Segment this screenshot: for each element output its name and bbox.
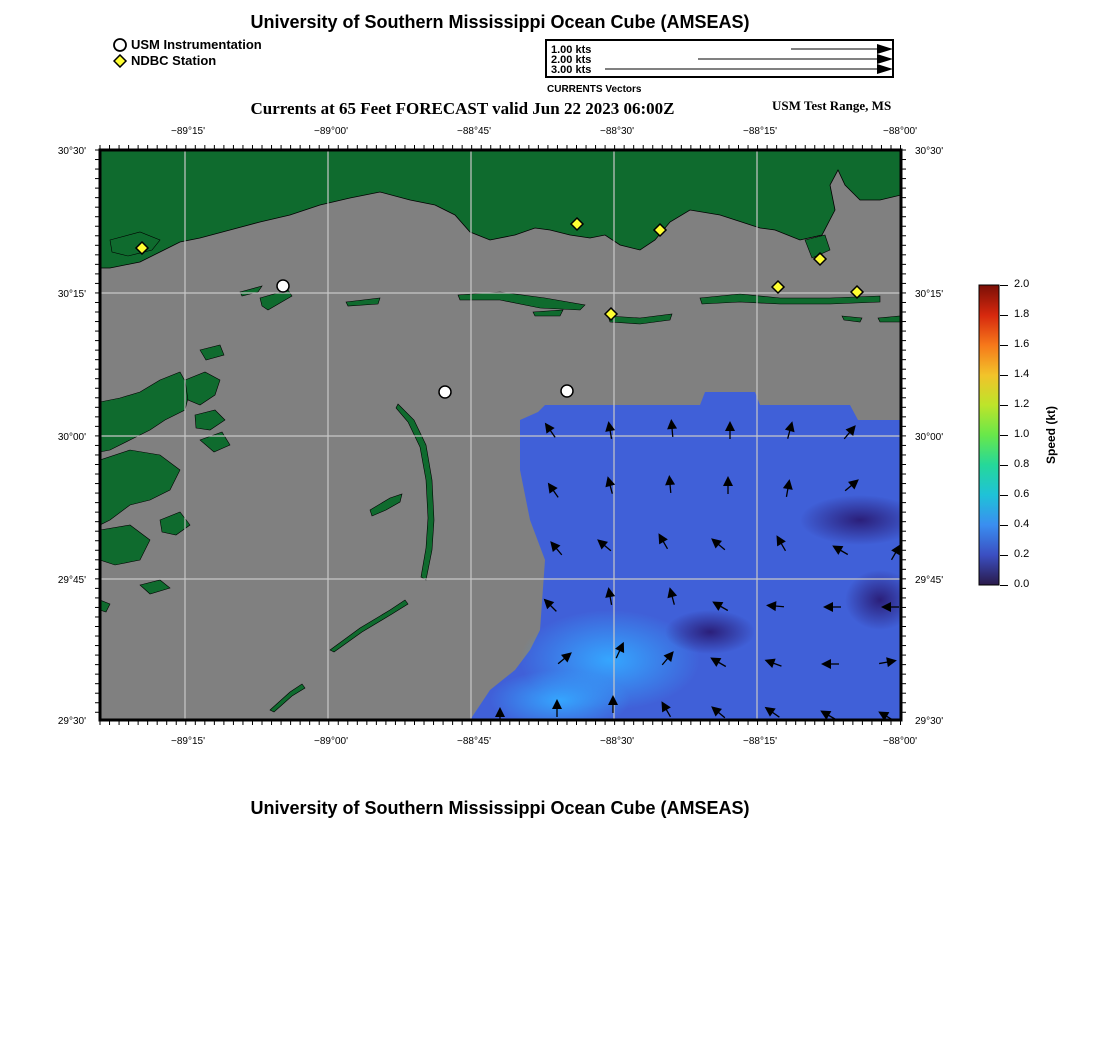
lat-labels-right [915, 146, 943, 727]
map-subtitle: Currents at 65 Feet FORECAST valid Jun 22 2023 06:00Z [250, 99, 675, 118]
colorbar-tick-label: 0.4 [1014, 518, 1030, 530]
colorbar-tick-mark [1000, 285, 1008, 286]
lat-label: 30°15' [57, 289, 86, 300]
colorbar-tick-mark [1000, 465, 1008, 466]
lon-label: −88°45' [457, 126, 491, 137]
colorbar-tick-mark [1000, 345, 1008, 346]
legend-ndbc-label: NDBC Station [131, 53, 217, 68]
colorbar-tick-mark [1000, 375, 1008, 376]
colorbar-tick-label: 0.8 [1014, 458, 1030, 470]
colorbar-tick-label: 2.0 [1014, 278, 1030, 290]
legend-usm-label: USM Instrumentation [131, 37, 262, 52]
vector-key-caption: CURRENTS Vectors [547, 84, 642, 95]
lon-label: −88°30' [600, 126, 634, 137]
region-label: USM Test Range, MS [772, 98, 892, 113]
lat-label: 29°45' [57, 575, 86, 586]
footer-title: University of Southern Mississippi Ocean Cube (AMSEAS) [250, 798, 750, 818]
lon-label: −88°30' [600, 736, 634, 747]
lon-label: −88°15' [743, 126, 777, 137]
lon-label: −89°00' [314, 126, 348, 137]
lon-labels-bottom [171, 736, 917, 747]
lat-label: 29°30' [915, 716, 944, 727]
vector-key-row-1: 1.00 kts [551, 44, 592, 56]
lat-label: 30°30' [57, 146, 86, 157]
colorbar-tick-label: 1.4 [1014, 368, 1030, 380]
lon-label: −88°15' [743, 736, 777, 747]
colorbar-tick-mark [1000, 555, 1008, 556]
lat-label: 30°00' [915, 432, 944, 443]
colorbar-tick-label: 0.6 [1014, 488, 1030, 500]
colorbar-tick-mark [1000, 525, 1008, 526]
colorbar-tick-label: 1.8 [1014, 308, 1030, 320]
colorbar-tick-mark [1000, 495, 1008, 496]
usm-instrument-marker[interactable] [277, 280, 289, 292]
lon-label: −89°15' [171, 736, 205, 747]
lat-label: 30°30' [915, 146, 944, 157]
lon-label: −88°00' [883, 736, 917, 747]
lat-label: 30°15' [915, 289, 944, 300]
vector-key-row-3: 3.00 kts [551, 64, 592, 76]
usm-instrument-marker[interactable] [439, 386, 451, 398]
colorbar-tick-mark [1000, 585, 1008, 586]
lat-label: 30°00' [57, 432, 86, 443]
lat-label: 29°30' [57, 716, 86, 727]
lon-label: −89°15' [171, 126, 205, 137]
colorbar-tick-label: 0.2 [1014, 548, 1030, 560]
lon-label: −88°45' [457, 736, 491, 747]
lat-label: 29°45' [915, 575, 944, 586]
usm-instrument-marker[interactable] [561, 385, 573, 397]
lon-label: −89°00' [314, 736, 348, 747]
colorbar-tick-label: 0.0 [1014, 578, 1030, 590]
colorbar-tick-mark [1000, 405, 1008, 406]
colorbar-tick-label: 1.0 [1014, 428, 1030, 440]
vector-key-row-2: 2.00 kts [551, 54, 592, 66]
lon-labels-top [171, 126, 917, 137]
lon-label: −88°00' [883, 126, 917, 137]
colorbar-tick-mark [1000, 315, 1008, 316]
speed-colorbar [978, 284, 1000, 586]
colorbar-tick-mark [1000, 435, 1008, 436]
colorbar-tick-label: 1.2 [1014, 398, 1030, 410]
colorbar-label: Speed (kt) [1044, 405, 1058, 465]
page-title: University of Southern Mississippi Ocean Cube (AMSEAS) [250, 12, 750, 32]
colorbar-tick-label: 1.6 [1014, 338, 1030, 350]
lat-labels-left [58, 146, 86, 727]
